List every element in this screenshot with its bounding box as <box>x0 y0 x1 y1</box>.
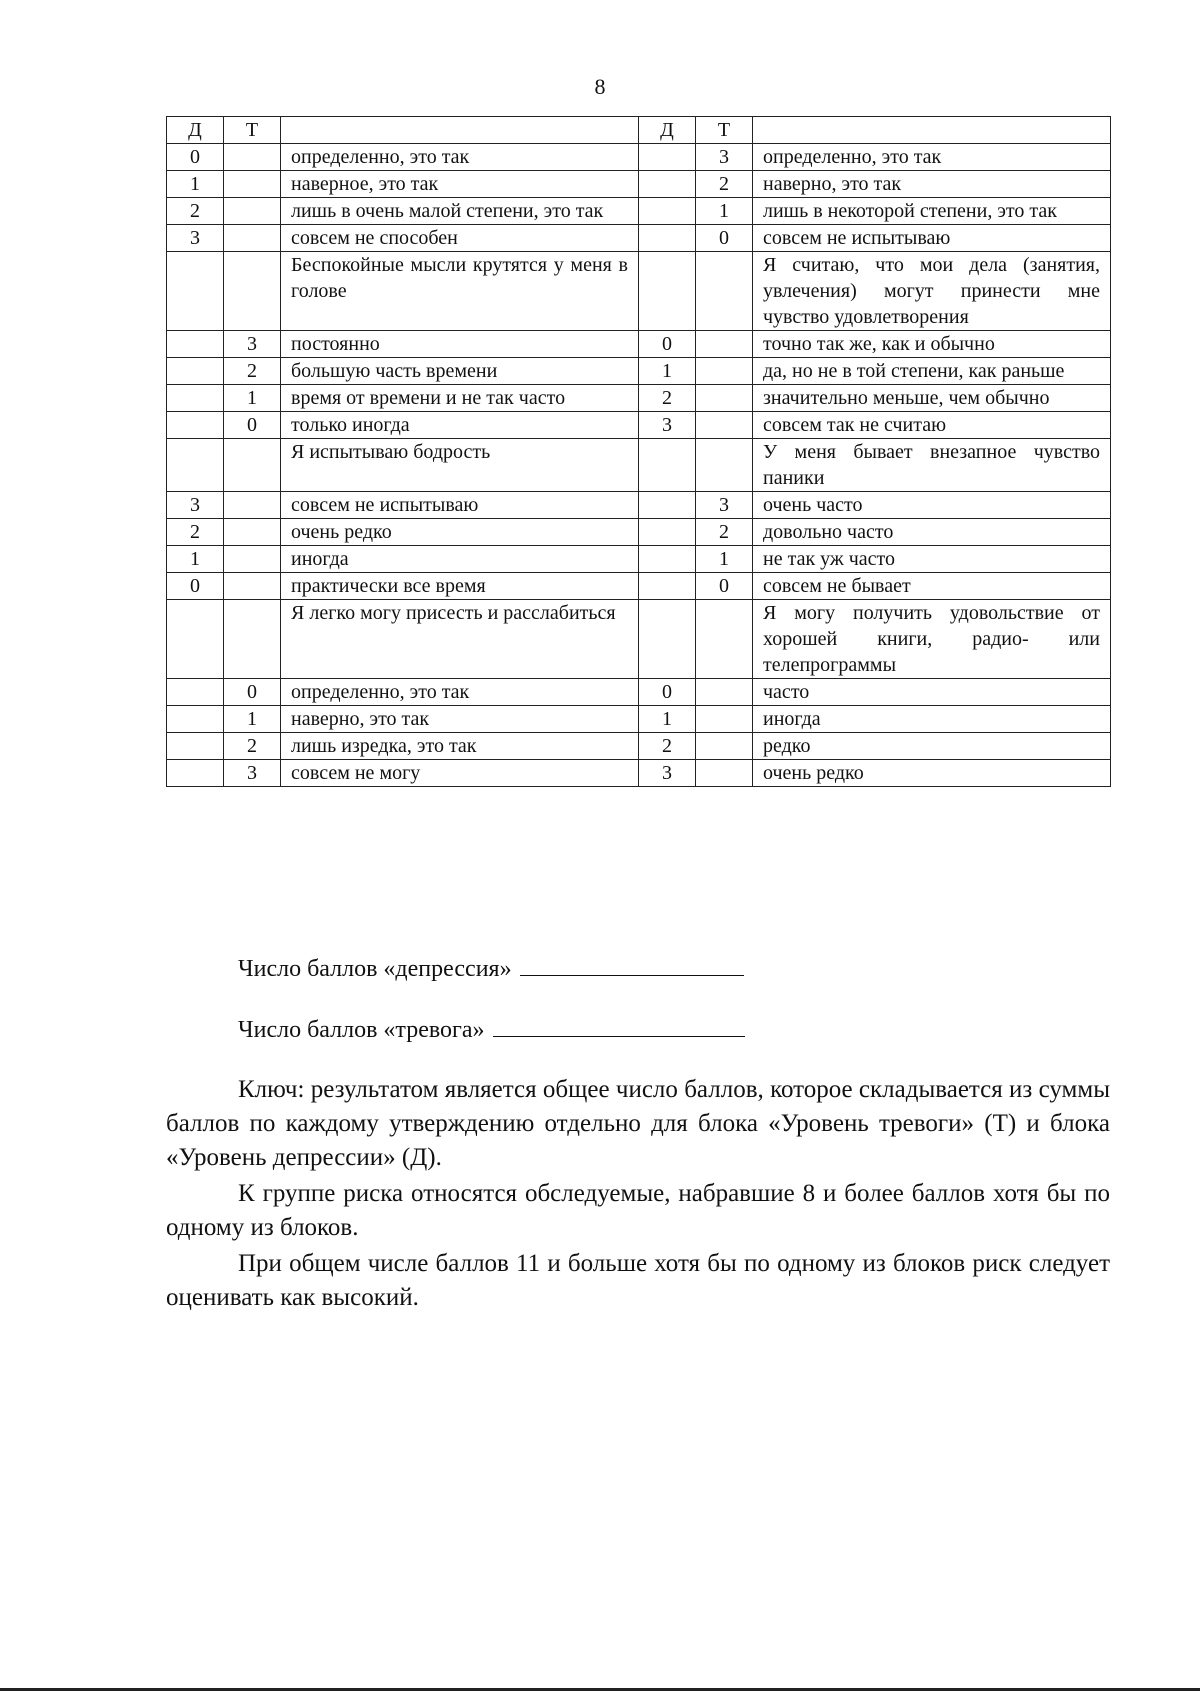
cell-d-right <box>639 171 696 198</box>
table-row <box>167 546 1111 573</box>
cell-text-left: практически все время <box>281 573 639 600</box>
cell-d-right: 2 <box>639 733 696 760</box>
cell-text-right: Я считаю, что мои дела (занятия, увлечения) могут принести мне чувство удовлетворения <box>753 252 1111 331</box>
cell-d-right <box>639 198 696 225</box>
cell-t-right <box>696 679 753 706</box>
cell-d-right: 1 <box>639 706 696 733</box>
table-row <box>167 600 1111 679</box>
cell-d-left: 2 <box>167 198 224 225</box>
cell-text-left: только иногда <box>281 412 639 439</box>
table-row <box>167 144 1111 171</box>
cell-t-left <box>224 600 281 679</box>
cell-t-right <box>696 733 753 760</box>
cell-t-right: 3 <box>696 144 753 171</box>
table-row <box>167 412 1111 439</box>
cell-text-right: редко <box>753 733 1111 760</box>
cell-t-left <box>224 439 281 492</box>
cell-text-right: точно так же, как и обычно <box>753 331 1111 358</box>
table-row <box>167 171 1111 198</box>
cell-text-left: лишь изредка, это так <box>281 733 639 760</box>
cell-text-right: У меня бывает внезапное чувство паники <box>753 439 1111 492</box>
cell-text-right: наверно, это так <box>753 171 1111 198</box>
cell-t-left <box>224 198 281 225</box>
cell-text-right: да, но не в той степени, как раньше <box>753 358 1111 385</box>
cell-d-right <box>639 439 696 492</box>
cell-text-left: совсем не могу <box>281 760 639 787</box>
cell-t-right <box>696 439 753 492</box>
header-t-left: Т <box>224 117 281 144</box>
cell-text-left: наверно, это так <box>281 706 639 733</box>
cell-text-right: совсем не испытываю <box>753 225 1111 252</box>
cell-d-left <box>167 600 224 679</box>
table-row <box>167 733 1111 760</box>
cell-t-left: 3 <box>224 331 281 358</box>
cell-t-right: 2 <box>696 519 753 546</box>
cell-text-left: совсем не способен <box>281 225 639 252</box>
table-row <box>167 439 1111 492</box>
cell-d-left <box>167 706 224 733</box>
header-text-left <box>281 117 639 144</box>
cell-text-right: определенно, это так <box>753 144 1111 171</box>
cell-d-left <box>167 733 224 760</box>
cell-d-right <box>639 492 696 519</box>
cell-t-right <box>696 706 753 733</box>
cell-t-right: 0 <box>696 225 753 252</box>
cell-d-left <box>167 760 224 787</box>
cell-text-left: наверное, это так <box>281 171 639 198</box>
header-t-right: Т <box>696 117 753 144</box>
key-paragraph: Ключ: результатом является общее число баллов, которое складывается из суммы баллов по каждому утверждению отдельно для блока «Уровень тревоги» (Т) и блока «Уровень депрессии» (Д). <box>166 1076 1110 1171</box>
table-row <box>167 492 1111 519</box>
cell-text-right: часто <box>753 679 1111 706</box>
cell-t-right: 3 <box>696 492 753 519</box>
cell-d-left <box>167 331 224 358</box>
depression-score-line <box>238 956 744 983</box>
table-row <box>167 760 1111 787</box>
anxiety-score-line <box>238 1017 745 1044</box>
cell-t-left: 1 <box>224 706 281 733</box>
cell-t-right <box>696 600 753 679</box>
cell-t-left: 2 <box>224 733 281 760</box>
table-row <box>167 519 1111 546</box>
cell-d-right: 1 <box>639 358 696 385</box>
cell-d-right <box>639 144 696 171</box>
cell-d-left: 2 <box>167 519 224 546</box>
cell-d-left <box>167 412 224 439</box>
table-row <box>167 385 1111 412</box>
depression-score-label: Число баллов «депрессия» <box>238 956 512 982</box>
cell-text-right: совсем не бывает <box>753 573 1111 600</box>
cell-t-left <box>224 573 281 600</box>
high-risk-paragraph: При общем числе баллов 11 и больше хотя бы по одному из блоков риск следует оценивать как высокий. <box>166 1250 1110 1311</box>
anxiety-score-label: Число баллов «тревога» <box>238 1017 485 1043</box>
cell-text-left: постоянно <box>281 331 639 358</box>
cell-text-left: определенно, это так <box>281 679 639 706</box>
cell-t-right: 1 <box>696 198 753 225</box>
header-text-right <box>753 117 1111 144</box>
cell-t-right: 0 <box>696 573 753 600</box>
cell-d-right: 2 <box>639 385 696 412</box>
cell-text-left: иногда <box>281 546 639 573</box>
table-header <box>167 117 1111 144</box>
cell-t-right: 2 <box>696 171 753 198</box>
cell-t-left <box>224 171 281 198</box>
cell-text-right: иногда <box>753 706 1111 733</box>
cell-t-left <box>224 492 281 519</box>
cell-t-left <box>224 252 281 331</box>
bottom-rule <box>0 1688 1200 1691</box>
cell-d-left: 1 <box>167 546 224 573</box>
cell-text-left: лишь в очень малой степени, это так <box>281 198 639 225</box>
table-row <box>167 706 1111 733</box>
table-row <box>167 679 1111 706</box>
cell-d-left: 0 <box>167 573 224 600</box>
depression-score-blank[interactable] <box>520 974 744 976</box>
cell-t-left <box>224 519 281 546</box>
cell-text-left: большую часть времени <box>281 358 639 385</box>
cell-d-right: 3 <box>639 760 696 787</box>
cell-d-right <box>639 573 696 600</box>
cell-d-right <box>639 546 696 573</box>
table-row <box>167 573 1111 600</box>
cell-text-left: Беспокойные мысли крутятся у меня в голове <box>281 252 639 331</box>
cell-d-left <box>167 439 224 492</box>
table-row <box>167 252 1111 331</box>
cell-t-right <box>696 331 753 358</box>
cell-t-right <box>696 412 753 439</box>
cell-d-right <box>639 225 696 252</box>
cell-text-right: не так уж часто <box>753 546 1111 573</box>
risk-group-paragraph: К группе риска относятся обследуемые, набравшие 8 и более баллов хотя бы по одному из блоков. <box>166 1180 1110 1241</box>
cell-text-left: очень редко <box>281 519 639 546</box>
cell-text-right: совсем так не считаю <box>753 412 1111 439</box>
cell-t-left: 1 <box>224 385 281 412</box>
cell-t-left <box>224 546 281 573</box>
cell-text-right: очень часто <box>753 492 1111 519</box>
cell-d-left: 3 <box>167 492 224 519</box>
cell-d-right: 3 <box>639 412 696 439</box>
page-number: 8 <box>594 74 606 99</box>
cell-text-right: довольно часто <box>753 519 1111 546</box>
cell-d-left <box>167 252 224 331</box>
header-d-left: Д <box>167 117 224 144</box>
header-d-right: Д <box>639 117 696 144</box>
cell-text-left: время от времени и не так часто <box>281 385 639 412</box>
cell-t-left <box>224 225 281 252</box>
table-body <box>167 144 1111 787</box>
cell-t-left: 0 <box>224 412 281 439</box>
cell-text-right: очень редко <box>753 760 1111 787</box>
cell-t-left <box>224 144 281 171</box>
cell-text-left: Я легко могу присесть и расслабиться <box>281 600 639 679</box>
cell-t-right <box>696 358 753 385</box>
key-section <box>166 1073 1110 1315</box>
cell-d-right <box>639 519 696 546</box>
cell-d-left <box>167 358 224 385</box>
cell-t-right <box>696 760 753 787</box>
questionnaire-table <box>166 116 1111 787</box>
cell-d-left: 0 <box>167 144 224 171</box>
cell-d-right: 0 <box>639 331 696 358</box>
cell-t-left: 2 <box>224 358 281 385</box>
table-row <box>167 198 1111 225</box>
table-row <box>167 358 1111 385</box>
cell-t-left: 0 <box>224 679 281 706</box>
cell-text-left: Я испытываю бодрость <box>281 439 639 492</box>
cell-t-left: 3 <box>224 760 281 787</box>
cell-d-right: 0 <box>639 679 696 706</box>
cell-text-right: значительно меньше, чем обычно <box>753 385 1111 412</box>
anxiety-score-blank[interactable] <box>493 1035 745 1037</box>
cell-d-left: 1 <box>167 171 224 198</box>
cell-d-left <box>167 385 224 412</box>
table-row <box>167 331 1111 358</box>
cell-d-right <box>639 252 696 331</box>
cell-d-right <box>639 600 696 679</box>
cell-text-right: Я могу получить удовольствие от хорошей книги, радио- или телепрограммы <box>753 600 1111 679</box>
cell-d-left: 3 <box>167 225 224 252</box>
cell-t-right <box>696 252 753 331</box>
table-row <box>167 225 1111 252</box>
cell-d-left <box>167 679 224 706</box>
cell-text-left: определенно, это так <box>281 144 639 171</box>
cell-t-right <box>696 385 753 412</box>
cell-text-right: лишь в некоторой степени, это так <box>753 198 1111 225</box>
cell-text-left: совсем не испытываю <box>281 492 639 519</box>
cell-t-right: 1 <box>696 546 753 573</box>
